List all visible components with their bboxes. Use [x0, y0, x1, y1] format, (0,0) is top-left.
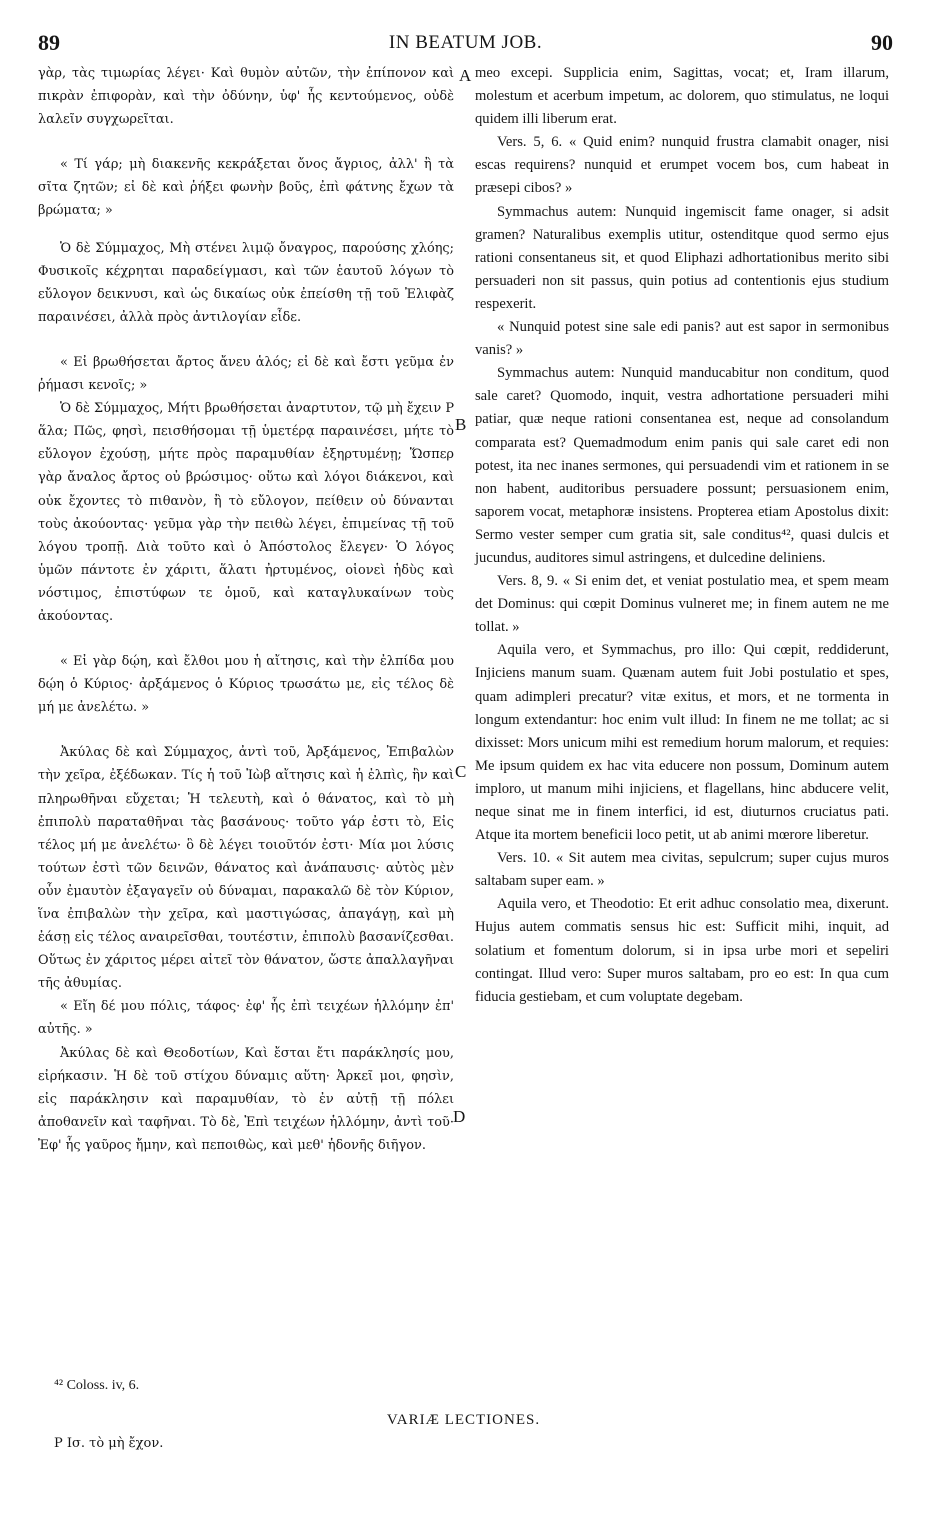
section-marker-a: A — [459, 66, 472, 85]
latin-paragraph: meo excepi. Supplicia enim, Sagittas, vocat; et, Iram illarum, molestum et acerbum impetum, ac dolorem, quo stimulatus, ne loqui quidem illi liberum erat. — [475, 65, 889, 128]
greek-paragraph: γὰρ, τὰς τιμωρίας λέγει· Καὶ θυμὸν αὐτῶν, τὴν ἐπίπονον καὶ πικρὰν ἐπιφορὰν, καὶ τὴν ὀδύνην, ὑφ' ἧς κεντούμενος, οὐδὲ λαλεῖν συγχωρεῖται. — [38, 66, 454, 128]
greek-paragraph: Ἀκύλας δὲ καὶ Θεοδοτίων, Καὶ ἔσται ἔτι παράκλησίς μου, εἰρήκασιν. Ἡ δὲ τοῦ στίχου δύναμις αὕτη· Ἀρκεῖ μοι, φησὶν, εἰς παράκλησιν καὶ παραμυθίαν, τὸ ἐν αὐτῇ τῇ πόλει ἀποθανεῖν καὶ ταφῆναι. Τὸ δὲ, Ἐπὶ τειχέων ἡλλόμην, ἀντὶ τοῦ· Ἐφ' ἧς γαῦρος ἤμην, καὶ πεποιθὼς, καὶ μεθ' ἡδονῆς διῆγον. — [38, 1045, 454, 1153]
greek-column — [38, 62, 454, 1157]
page-header — [38, 30, 893, 60]
greek-paragraph: Ὁ δὲ Σύμμαχος, Μὴ στένει λιμῷ ὄναγρος, παρούσης χλόης; Φυσικοῖς κέχρηται παραδείγμασι, καὶ τῶν ἑαυτοῦ λόγων τὸ εὔλογον δεικνυσι, καὶ ὡς δικαίως οὐκ ἐπείσθη τῇ τοῦ Ἐλιφὰζ παραινέσει, ἀλλὰ πρὸς ἀντιλογίαν εἶδε. — [38, 240, 454, 325]
variae-lectiones-title: VARIÆ LECTIONES. — [386, 1412, 541, 1428]
latin-paragraph: Symmachus autem: Nunquid manducabitur non conditum, quod sale caret? Quomodo, inquit, vestra adhortatione persuaderi mihi patiar, quæ neque rationi consentanea est, neque ad consolandum comparata est? Quemadmodum enim panis qui sale caret edi non potest, ita nec inanes sermones, qui persuadendi vim et rationem in se non habent, auditoribus persuadere possunt; persuasionem enim, saporem vocat, metaphoræ insistens. Propterea etiam Apostolus dixit: Sermo vester semper cum gratia sit, sale conditus⁴², quasi dulcis et jucundus, auditores simul astringens, et dulcedine deliniens. — [475, 365, 889, 566]
section-marker-c: C — [455, 762, 467, 781]
section-marker-d: D — [453, 1107, 466, 1126]
greek-paragraph: « Εἰ γὰρ δῴη, καὶ ἔλθοι μου ἡ αἴτησις, καὶ τὴν ἐλπίδα μου δῴη ὁ Κύριος· ἀρξάμενος ὁ Κύριος τρωσάτω με, εἰς τέλος δὲ μή με ἀνελέτω. » — [38, 654, 454, 716]
page-number-left: 89 — [38, 30, 60, 55]
greek-paragraph: « Εἴη δέ μου πόλις, τάφος· ἐφ' ἧς ἐπὶ τειχέων ἡλλόμην ἐπ' αὐτῆς. » — [38, 999, 454, 1038]
greek-paragraph: « Εἰ βρωθήσεται ἄρτος ἄνευ ἁλός; εἰ δὲ καὶ ἔστι γεῦμα ἐν ῥήμασι κενοῖς; » — [38, 354, 454, 394]
latin-paragraph: Aquila vero, et Symmachus, pro illo: Qui cœpit, reddiderunt, Injiciens manum suam. Quænam autem fuit Jobi postulatio et spes, quam adimpleri precatur? vitæ exitus, et mors, et ne tormenta in longum extendantur: hoc enim vult illud: In finem ne me tollat; ac si dixisset: Mors unicum mihi est remedium horum malorum, et requies: Me ipsum quidem ex hac vita educere non possum, Dominum autem imploro, ut manum mihi injiciens, et flagellans, hinc abducere velit, neque sinat me in finem interfici, id est, diuturnos cruciatus pati. Atque ita mortem beneficii loco petit, ut ab animi mœrore liberetur. — [475, 642, 889, 844]
greek-paragraph: Ἀκύλας δὲ καὶ Σύμμαχος, ἀντὶ τοῦ, Ἀρξάμενος, Ἐπιβαλὼν τὴν χεῖρα, ἐξέδωκαν. Τίς ἡ τοῦ Ἰὼβ αἴτησις καὶ ἡ ἐλπὶς, ἣν καὶ πληρωθῆναι εὔχεται; Ἡ τελευτὴ, καὶ ὁ θάνατος, καὶ τὸ μὴ ἐπιπολὺ παραταθῆναι τὰς βασάνους· τοῦτο γάρ ἐστι τὸ, Εἰς τέλος μή με ἀνελέτω· ὃ δὲ λέγει τοιοῦτόν ἐστι· Μία μοι λύσις τούτων ἐστὶ τῶν δεινῶν, θάνατος καὶ ἀνάπαυσις· αὐτὸς μὲν οὖν ἐμαυτὸν ἐξαγαγεῖν οὐ δύναμαι, παρακαλῶ δὲ τὸν Κύριον, ἵνα ἐπιβαλὼν τὴν χεῖρα, καὶ μαστιγώσας, ἀπαγάγῃ, καὶ μὴ ἐάσῃ εἰς τέλος αναιρεῖσθαι, τουτέστιν, ἐπιπολὺ βασανίζεσθαι. Οὕτως ἐν χάριτος μέρει αἰτεῖ τὸν θάνατον, ὥστε ἀπαλλαγῆναι τῆς ἀθυμίας. — [38, 745, 454, 992]
latin-paragraph: Symmachus autem: Nunquid ingemiscit fame onager, si adsit gramen? Naturalibus exemplis utitur, ostenditque quod sermo ejus rationi consentaneus sit, et quod Eliphazi adhortationibus merito sibi persuaderi non sit passus, quin potius ad contentionis ejus studium respexerit. — [475, 203, 889, 312]
running-title: IN BEATUM JOB. — [388, 32, 543, 53]
footnote: ⁴² Coloss. iv, 6. — [54, 1378, 140, 1393]
latin-paragraph: « Nunquid potest sine sale edi panis? aut est sapor in sermonibus vanis? » — [475, 319, 889, 359]
latin-paragraph: Vers. 8, 9. « Si enim det, et veniat postulatio mea, et spem meam det Dominus: qui cœpit Dominus vulneret me; in finem autem ne me tollat. » — [475, 573, 889, 636]
variant-reading: P Ισ. τὸ μὴ ἔχον. — [54, 1436, 164, 1451]
page-number-right: 90 — [871, 30, 893, 55]
latin-column — [475, 62, 889, 1009]
section-marker-b: B — [455, 415, 467, 434]
latin-paragraph: Vers. 5, 6. « Quid enim? nunquid frustra clamabit onager, nisi escas requirens? nunquid et erumpet vocem bos, cum habeat in præsepi cibos? » — [475, 134, 889, 197]
greek-paragraph: « Τί γάρ; μὴ διακενῆς κεκράξεται ὄνος ἄγριος, ἀλλ' ἢ τὰ σῖτα ζητῶν; εἰ δὲ καὶ ῥήξει φωνὴν βοῦς, ἐπὶ φάτνης ἔχων τὰ βρώματα; » — [38, 157, 454, 219]
latin-paragraph: Vers. 10. « Sit autem mea civitas, sepulcrum; super cujus muros saltabam super eam. » — [475, 850, 889, 890]
latin-paragraph: Aquila vero, et Theodotio: Et erit adhuc consolatio mea, dixerunt. Hujus autem commatis sensus hic est: Sufficit mihi, inquit, ad solatium et fomentum dolorum, si in ipsa urbe mori et sepeliri contingat. Illud vero: Super muros saltabam, pro eo est: In qua cum fiducia gestiebam, et cum voluptate degebam. — [475, 896, 889, 1005]
greek-paragraph: Ὁ δὲ Σύμμαχος, Μήτι βρωθήσεται ἀναρτυτον, τῷ μὴ ἔχειν P ἅλα; Πῶς, φησὶ, πεισθήσομαι τῇ ὑμετέρᾳ παραινέσει, μήτε τὸ εὔλογον ἐχούσῃ, μήτε πρὸς παραμυθίαν ἐξηρτυμένῃ; Ὥσπερ γὰρ ἄναλος ἄρτος οὐ βρώσιμος· οὕτω καὶ λόγοι διάκενοι, καὶ οὐκ ἔχοντες τὸ πιθανὸν, ἢ τὸ εὔλογον, πείθειν οὐ δύνανται τοὺς ἀκούοντας· γεῦμα γὰρ τὴν πειθὼ λέγει, ἐπιμείνας τῇ τοῦ λόγου τροπῇ. Διὰ τοῦτο καὶ ὁ Ἀπόστολος ἔλεγεν· Ὁ λόγος ὑμῶν πάντοτε ἐν χάριτι, ἅλατι ἠρτυμένος, οἱονεὶ ἡδὺς καὶ νόστιμος, ἐπιστύφων τε ὁμοῦ, καὶ καταγλυκαίνων τοὺς ἀκούοντας. — [38, 401, 454, 624]
